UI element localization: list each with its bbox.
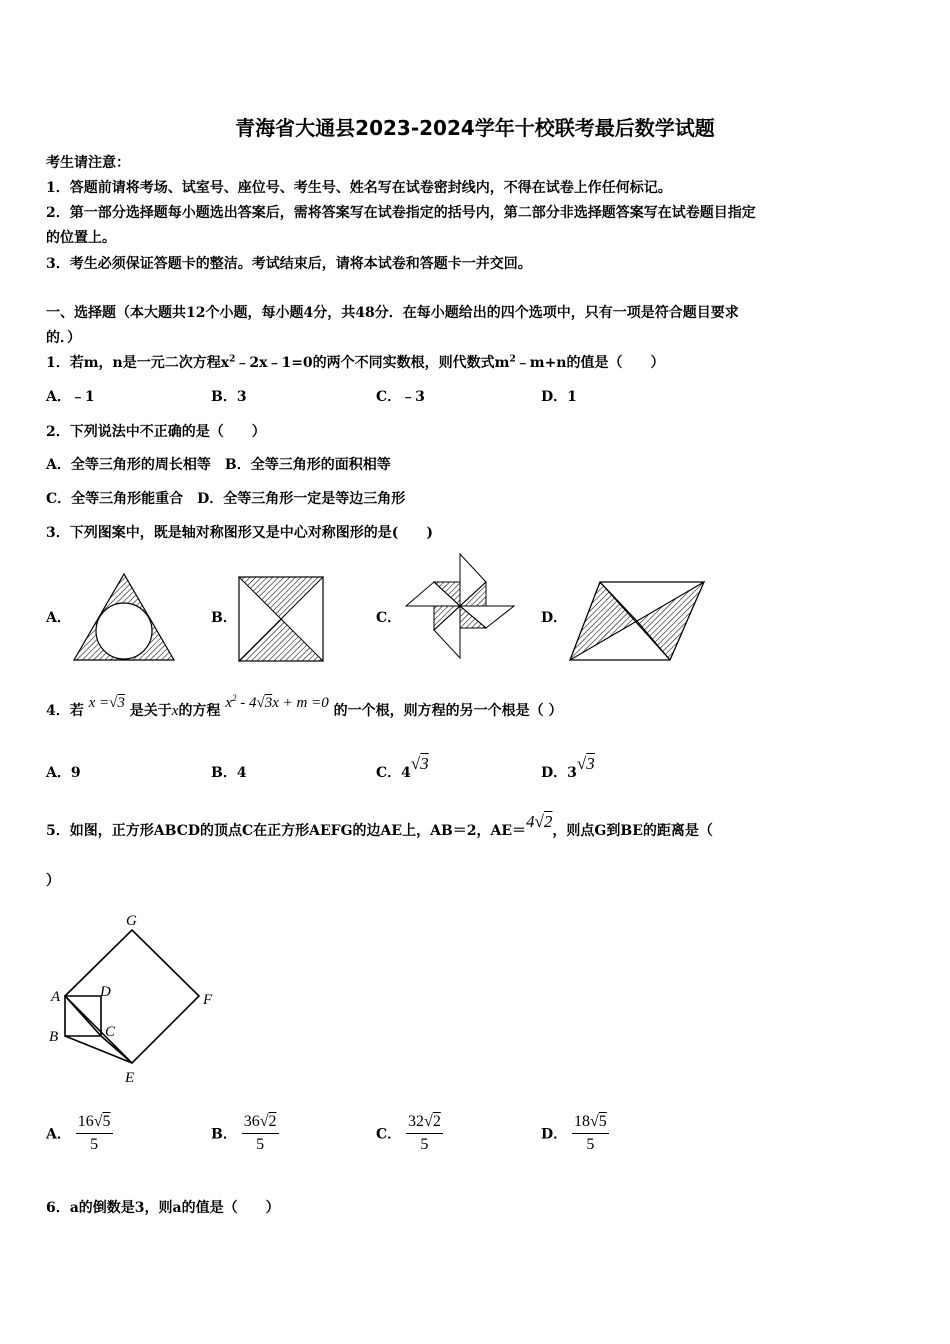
point-label-d: D	[100, 984, 111, 1000]
notice-item-2-line-1: 2．第一部分选择题每小题选出答案后，需将答案写在试卷指定的括号内，第二部分非选择题答案写在试卷题目指定	[46, 205, 756, 221]
question-1-option-a[interactable]: A．﹣1	[46, 389, 95, 405]
notice-item-3: 3．考生必须保证答题卡的整洁。考试结束后，请将本试卷和答题卡一并交回。	[46, 256, 532, 272]
question-5-stem-close: ）	[46, 873, 60, 889]
question-6-stem: 6．a的倒数是3，则a的值是（ ）	[46, 1200, 280, 1216]
question-4-option-d[interactable]: D．3√3	[541, 754, 595, 781]
figure-pinwheel	[402, 550, 518, 662]
section-heading-line-2: 的．）	[46, 330, 81, 346]
question-3-option-b[interactable]: B．	[211, 610, 237, 626]
question-2-stem: 2．下列说法中不正确的是（ ）	[46, 424, 266, 440]
notice-item-1: 1．答题前请将考场、试室号、座位号、考生号、姓名写在试卷密封线内，不得在试卷上作任何标记。	[46, 180, 672, 196]
question-5-option-c[interactable]: C． $\frac{32√2}{5}$	[376, 1113, 441, 1153]
question-1-stem: 1．若m，n是一元二次方程$x^2﹣2x﹣1=0$的两个不同实数根，则代数式$m^2﹣m+n$的值是（ ）	[46, 354, 665, 371]
figure-parallelogram	[566, 578, 708, 664]
figure-triangle-circle	[70, 570, 178, 664]
notice-heading: 考生请注意：	[46, 155, 130, 171]
question-2-options-cd[interactable]: C．全等三角形能重合 D．全等三角形一定是等边三角形	[46, 491, 406, 507]
point-label-e: E	[125, 1070, 135, 1086]
page-title: 青海省大通县2023-2024学年十校联考最后数学试题	[235, 116, 715, 140]
question-4-option-b[interactable]: B．4	[211, 765, 247, 781]
point-label-g: G	[126, 913, 137, 929]
question-4-option-a[interactable]: A．9	[46, 765, 81, 781]
point-label-a: A	[51, 989, 61, 1005]
notice-item-2-line-2: 的位置上。	[46, 230, 116, 246]
question-2-options-ab[interactable]: A．全等三角形的周长相等 B．全等三角形的面积相等	[46, 457, 391, 473]
figure-q5-squares	[44, 910, 224, 1090]
question-3-option-d[interactable]: D．	[541, 610, 568, 626]
point-label-c: C	[105, 1024, 116, 1040]
question-5-option-a[interactable]: A． $\frac{16√5}{5}$	[46, 1113, 111, 1153]
question-3-stem: 3．下列图案中，既是轴对称图形又是中心对称图形的是( )	[46, 525, 433, 541]
question-5-option-b[interactable]: B． $\frac{36√2}{5}$	[211, 1113, 277, 1153]
question-5-option-d[interactable]: D． $\frac{18√5}{5}$	[541, 1113, 607, 1153]
question-1-option-b[interactable]: B．3	[211, 389, 247, 405]
question-4-option-c[interactable]: C．4√3	[376, 754, 429, 781]
figure-square-hourglass	[236, 574, 326, 664]
section-heading-line-1: 一、选择题（本大题共12个小题，每小题4分，共48分．在每小题给出的四个选项中，只有一项是符合题目要求	[46, 305, 739, 321]
question-4-stem: 4．若 x =√3 是关于x的方程 $x^2 - 4√3x + m =0$ 的一个根，则方程的另一个根是（ ）	[46, 693, 563, 719]
question-3-option-c[interactable]: C．	[376, 610, 402, 626]
question-5-stem: 5．如图，正方形ABCD的顶点C在正方形AEFG的边AE上，AB＝2，AE＝4√2，则点G到BE的距离是（	[46, 812, 713, 839]
question-1-option-d[interactable]: D．1	[541, 389, 577, 405]
question-3-option-a[interactable]: A．	[46, 610, 71, 626]
point-label-b: B	[49, 1029, 59, 1045]
point-label-f: F	[203, 992, 213, 1008]
question-1-option-c[interactable]: C．﹣3	[376, 389, 425, 405]
